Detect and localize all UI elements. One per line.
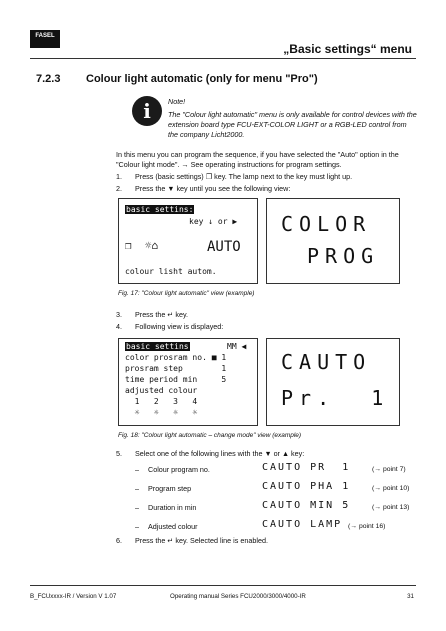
option-ref: (→ point 13) [372, 504, 410, 511]
step-text: Press the ↵ key. [135, 310, 189, 319]
fasel-logo [30, 30, 60, 48]
lcd1-label: colour lisht autom. [125, 267, 217, 276]
footer-page-number: 31 [407, 593, 414, 600]
step-text: Following view is displayed: [135, 322, 224, 331]
option-segment-text: CAUTO PHA 1 [262, 481, 351, 492]
seg1-line2: PROG [307, 244, 380, 268]
info-icon: i [132, 96, 162, 126]
segment-display-2 [266, 338, 400, 426]
option-dash: – [135, 503, 139, 512]
figure-caption-17: Fig. 17: "Colour light automatic" view (example) [118, 290, 255, 297]
seg1-line1: COLOR [281, 212, 372, 236]
lcd2-mode: MM ◀ [227, 342, 247, 351]
segment-display-1 [266, 198, 400, 284]
section-number: 7.2.3 [36, 73, 61, 85]
step-number: 2. [116, 184, 122, 193]
footer-manual-title: Operating manual Series FCU2000/3000/4000-IR [170, 593, 306, 600]
option-ref: (→ point 10) [372, 485, 410, 492]
step-6 [116, 536, 416, 546]
seg2-line1: CAUTO [281, 350, 372, 374]
step-1 [116, 172, 416, 182]
option-segment-text: CAUTO LAMP [262, 519, 343, 530]
lcd-display-1 [118, 198, 258, 284]
step-text: Press the ↵ key. Selected line is enabled. [135, 536, 268, 545]
option-label: Duration in min [148, 503, 197, 512]
option-dash: – [135, 522, 139, 531]
lcd1-key-hint: key ↓ or ▶ [189, 217, 238, 226]
footer-version: B_FCUxxxx-IR / Version V 1.07 [30, 593, 117, 600]
lcd2-lamp-icons: ☼ ☼ ☼ ☼ [125, 408, 198, 417]
option-row [116, 519, 416, 535]
lcd2-program-step: prosram step 1 [125, 364, 227, 373]
step-number: 5. [116, 449, 122, 458]
option-dash: – [135, 465, 139, 474]
option-label: Adjusted colour [148, 522, 198, 531]
step-number: 6. [116, 536, 122, 545]
step-4 [116, 322, 416, 332]
lcd2-program-no: color prosram no. ■ 1 [125, 353, 227, 362]
lcd2-title: basic settins [126, 342, 189, 351]
note-heading: Note! [168, 97, 186, 106]
option-row [116, 500, 416, 516]
figure-caption-18: Fig. 18: "Colour light automatic – change mode" view (example) [118, 432, 302, 439]
lcd2-lamp-numbers: 1 2 3 4 [125, 397, 198, 406]
step-number: 4. [116, 322, 122, 331]
lcd2-adjusted-colour: adjusted colour [125, 386, 198, 395]
option-ref: (→ point 7) [372, 466, 406, 473]
step-5 [116, 449, 416, 459]
step-number: 3. [116, 310, 122, 319]
lcd1-mode-value: AUTO [207, 239, 241, 255]
step-number: 1. [116, 172, 122, 181]
option-segment-text: CAUTO MIN 5 [262, 500, 351, 511]
step-2 [116, 184, 416, 194]
footer-rule [30, 585, 416, 586]
lcd-display-2 [118, 338, 258, 426]
header-title: „Basic settings“ menu [283, 42, 412, 56]
option-label: Program step [148, 484, 192, 493]
note-text: The "Colour light automatic" menu is only available for control devices with the extension board type FCU-EXT-COLOR LIGHT or a RGB-LED control from the company Licht2000. [168, 110, 417, 139]
option-row [116, 462, 416, 478]
intro-text: In this menu you can program the sequence, if you have selected the "Auto" option in the "Colour light mode". → See operating instructions for program settings. [116, 150, 399, 169]
lcd1-mode-icons: ❐ ☼⌂ [125, 239, 159, 252]
option-row [116, 481, 416, 497]
step-text: Press (basic settings) ❐ key. The lamp next to the key must light up. [135, 172, 353, 181]
logo-line-1: FASEL [35, 33, 55, 39]
option-label: Colour program no. [148, 465, 210, 474]
option-dash: – [135, 484, 139, 493]
header-rule [30, 58, 416, 59]
step-3 [116, 310, 416, 320]
lcd2-time-period: time period min 5 [125, 375, 227, 384]
note-box [168, 97, 418, 143]
step-text: Select one of the following lines with the ▼ or ▲ key: [135, 449, 305, 458]
lcd1-title: basic settins: [126, 205, 194, 214]
option-segment-text: CAUTO PR 1 [262, 462, 351, 473]
seg2-line2: Pr. 1 [281, 386, 390, 410]
step-text: Press the ▼ key until you see the following view: [135, 184, 291, 193]
section-title: Colour light automatic (only for menu "Pro") [86, 73, 318, 85]
option-ref: (→ point 16) [348, 523, 386, 530]
